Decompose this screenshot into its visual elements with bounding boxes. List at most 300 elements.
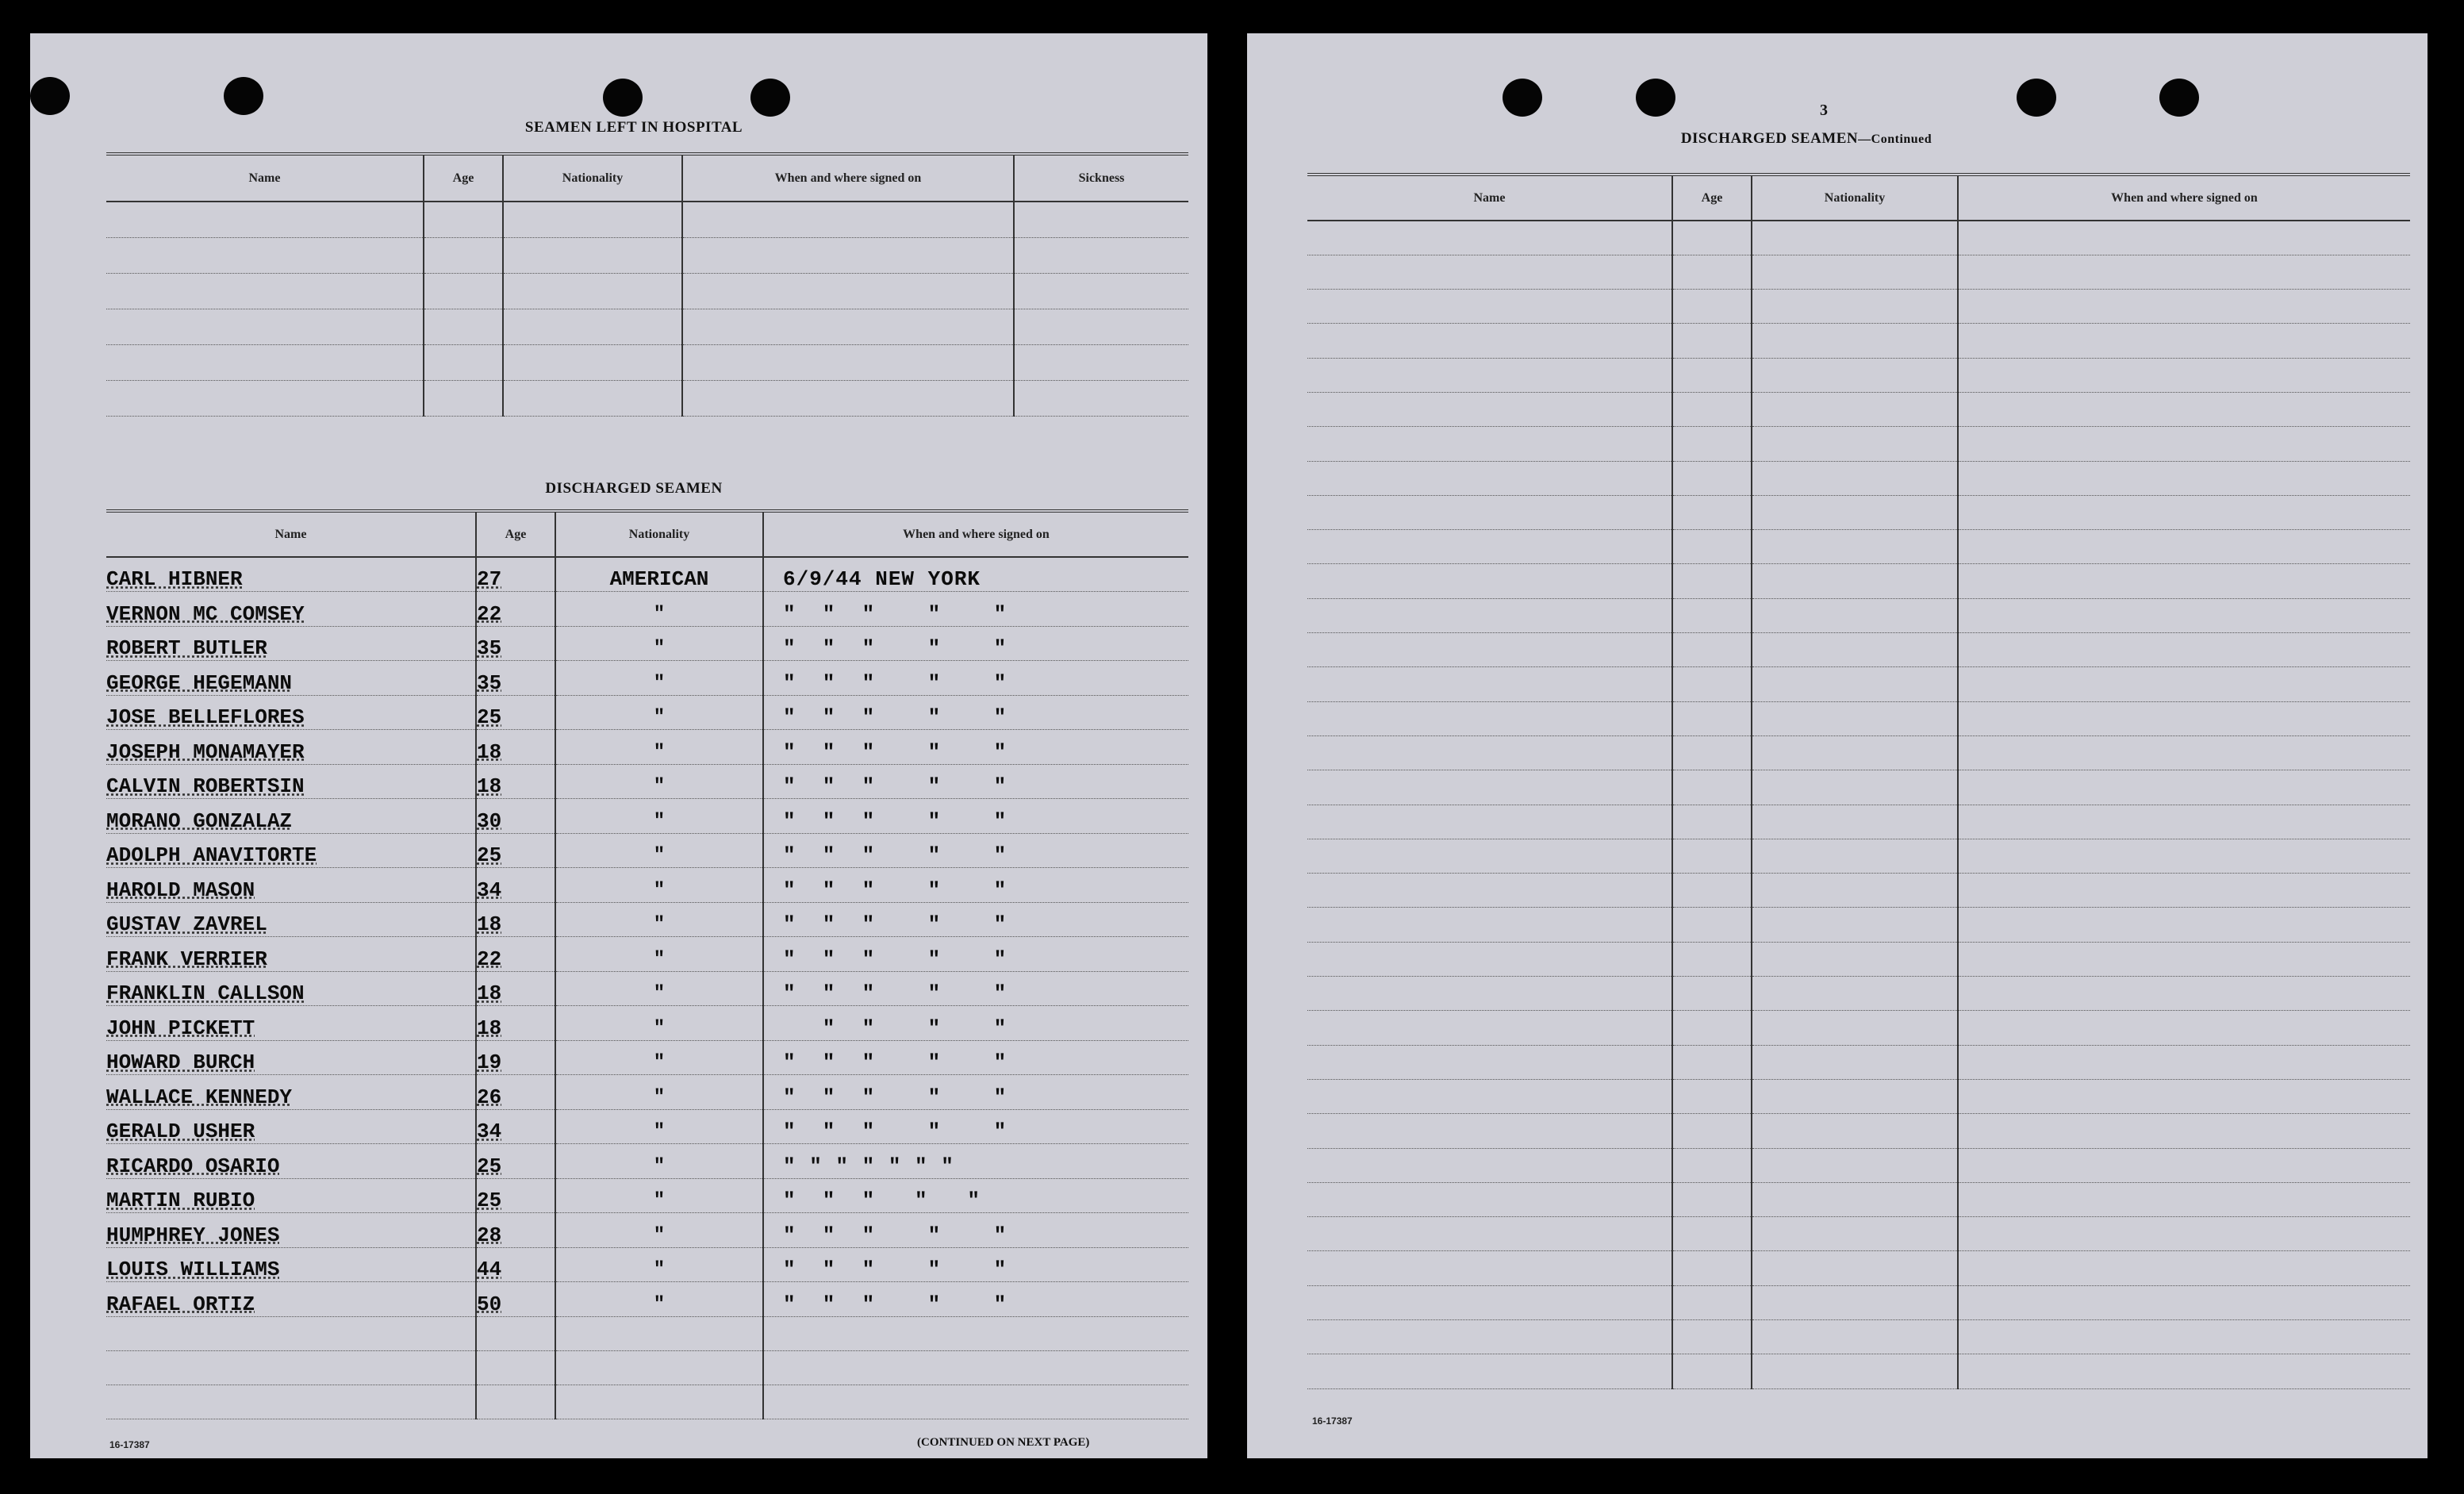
seaman-name: VERNON MC COMSEY (106, 601, 305, 626)
seaman-name-cell (106, 937, 476, 972)
seaman-name-cell (106, 1213, 476, 1248)
seaman-nationality: " (653, 1086, 666, 1108)
blank-cell (1014, 273, 1188, 309)
seaman-nationality-cell (555, 730, 763, 765)
seaman-nationality-cell (555, 557, 763, 592)
discharged-section-title: DISCHARGED SEAMEN (545, 480, 723, 497)
blank-cell (1958, 1045, 2410, 1079)
punch-hole (603, 79, 643, 117)
seaman-age-cell (476, 626, 555, 661)
blank-cell (1752, 1182, 1958, 1216)
blank-cell (1752, 1148, 1958, 1182)
seaman-name-cell (106, 1247, 476, 1282)
blank-cell (1307, 1217, 1672, 1251)
table-row (106, 592, 1188, 627)
blank-cell (1752, 770, 1958, 805)
blank-cell (1307, 1320, 1672, 1354)
seaman-name: GUSTAV ZAVREL (106, 912, 267, 936)
seaman-age-cell (476, 592, 555, 627)
seaman-nationality: " (653, 914, 666, 935)
seaman-nationality-cell (555, 764, 763, 799)
table-row (106, 833, 1188, 868)
blank-cell (424, 380, 503, 416)
blank-cell (1752, 564, 1958, 598)
seaman-age: 34 (477, 1120, 502, 1143)
blank-cell (1958, 874, 2410, 908)
blank-cell (1958, 942, 2410, 976)
seaman-nationality: " (653, 845, 666, 866)
seaman-signed-on: " " " " " (783, 981, 1007, 1005)
seaman-nationality: " (653, 776, 666, 797)
continued-title-suffix: —Continued (1858, 133, 1932, 146)
seaman-nationality-cell (555, 937, 763, 972)
seaman-age-cell (476, 1075, 555, 1110)
blank-cell (1752, 1079, 1958, 1113)
blank-row (1307, 1148, 2410, 1182)
seaman-signed-on: " " " " " (783, 912, 1007, 936)
seaman-name-cell (106, 868, 476, 903)
blank-row (1307, 839, 2410, 873)
blank-cell (503, 202, 682, 237)
blank-row (1307, 977, 2410, 1011)
seaman-nationality: AMERICAN (609, 567, 709, 591)
blank-cell (555, 1385, 763, 1419)
blank-cell (106, 380, 424, 416)
blank-cell (1958, 1079, 2410, 1113)
seaman-signed-on-cell (763, 764, 1188, 799)
seaman-signed-on-cell (763, 730, 1188, 765)
blank-cell (1672, 770, 1752, 805)
seaman-nationality-cell (555, 1178, 763, 1213)
blank-cell (1307, 1079, 1672, 1113)
seaman-nationality: " (653, 1017, 666, 1039)
blank-cell (1307, 530, 1672, 564)
seaman-signed-on-cell (763, 695, 1188, 730)
blank-cell (1672, 1285, 1752, 1319)
blank-row (106, 1350, 1188, 1385)
punch-hole (224, 77, 263, 115)
form-code: 16-17387 (1312, 1415, 1353, 1427)
blank-cell (1752, 255, 1958, 289)
seaman-name: MARTIN RUBIO (106, 1189, 255, 1212)
punch-hole (2017, 79, 2056, 117)
seaman-name: CALVIN ROBERTSIN (106, 774, 305, 798)
blank-row (1307, 1011, 2410, 1045)
blank-cell (476, 1350, 555, 1385)
blank-cell (1752, 1354, 1958, 1388)
seaman-nationality-cell (555, 1040, 763, 1075)
blank-cell (1307, 735, 1672, 770)
blank-cell (1307, 255, 1672, 289)
blank-cell (424, 202, 503, 237)
table-row (106, 557, 1188, 592)
discharged-header-signed-on: When and where signed on (763, 511, 1188, 557)
table-row (106, 695, 1188, 730)
blank-row (1307, 392, 2410, 426)
hospital-header-age: Age (424, 154, 503, 202)
seaman-name: RAFAEL ORTIZ (106, 1292, 255, 1316)
seaman-name: JOSE BELLEFLORES (106, 705, 305, 729)
seaman-age: 18 (477, 981, 502, 1005)
blank-cell (1672, 392, 1752, 426)
blank-cell (1752, 1114, 1958, 1148)
seaman-age: 27 (477, 567, 502, 591)
blank-cell (424, 237, 503, 273)
seaman-age: 18 (477, 774, 502, 798)
seaman-nationality: " (653, 983, 666, 1004)
seaman-nationality: " (653, 638, 666, 659)
table-row (106, 1006, 1188, 1041)
seaman-nationality: " (653, 741, 666, 763)
blank-cell (1672, 1045, 1752, 1079)
seaman-name-cell (106, 626, 476, 661)
seaman-age: 35 (477, 670, 502, 695)
right-page (1247, 33, 2428, 1458)
blank-cell (1672, 1011, 1752, 1045)
blank-cell (1307, 1182, 1672, 1216)
blank-cell (555, 1316, 763, 1350)
blank-cell (1672, 255, 1752, 289)
blank-cell (1752, 495, 1958, 529)
blank-cell (1958, 495, 2410, 529)
table-row (106, 1144, 1188, 1179)
blank-cell (1307, 221, 1672, 255)
seaman-signed-on-cell (763, 833, 1188, 868)
blank-cell (1307, 701, 1672, 735)
seaman-name-cell (106, 695, 476, 730)
seaman-signed-on: " " " " " (783, 843, 1007, 867)
seaman-signed-on: " " " " " (783, 1050, 1007, 1074)
seaman-signed-on: " " " " " (783, 739, 1007, 764)
seaman-signed-on-cell (763, 1213, 1188, 1248)
seaman-name-cell (106, 1109, 476, 1144)
blank-cell (555, 1350, 763, 1385)
seaman-signed-on: " " " " " (783, 601, 1007, 626)
blank-cell (1958, 839, 2410, 873)
blank-cell (1958, 290, 2410, 324)
discharged-header-nationality: Nationality (555, 511, 763, 557)
seaman-signed-on: " " " " " (783, 808, 1007, 833)
blank-cell (503, 344, 682, 380)
hospital-section-title: SEAMEN LEFT IN HOSPITAL (524, 119, 743, 136)
blank-cell (1958, 908, 2410, 942)
seaman-age-cell (476, 1040, 555, 1075)
seaman-signed-on: " " " " " (783, 705, 1007, 729)
seaman-signed-on-cell (763, 1040, 1188, 1075)
form-code: 16-17387 (109, 1439, 150, 1450)
blank-cell (1752, 667, 1958, 701)
table-row (106, 1075, 1188, 1110)
blank-cell (1958, 392, 2410, 426)
seaman-name-cell (106, 1178, 476, 1213)
blank-cell (424, 344, 503, 380)
blank-cell (1958, 564, 2410, 598)
seaman-name-cell (106, 833, 476, 868)
blank-row (1307, 1045, 2410, 1079)
seaman-nationality: " (653, 948, 666, 970)
seaman-nationality: " (653, 672, 666, 694)
blank-row (1307, 221, 2410, 255)
seaman-age-cell (476, 902, 555, 937)
blank-cell (1958, 598, 2410, 632)
seaman-age-cell (476, 1006, 555, 1041)
blank-cell (503, 237, 682, 273)
blank-cell (682, 273, 1014, 309)
seaman-signed-on: 6/9/44 NEW YORK (783, 567, 981, 591)
blank-cell (503, 380, 682, 416)
blank-cell (1958, 805, 2410, 839)
seaman-signed-on: " " " " " (783, 670, 1007, 695)
seaman-age: 34 (477, 878, 502, 902)
seaman-signed-on-cell (763, 902, 1188, 937)
continued-table (1307, 173, 2410, 1389)
blank-cell (1307, 874, 1672, 908)
blank-cell (1307, 942, 1672, 976)
seaman-name-cell (106, 902, 476, 937)
blank-cell (1014, 380, 1188, 416)
seaman-name: GEORGE HEGEMANN (106, 670, 293, 695)
blank-cell (763, 1316, 1188, 1350)
table-row (106, 799, 1188, 834)
blank-cell (1307, 461, 1672, 495)
blank-cell (106, 1350, 476, 1385)
seaman-nationality: " (653, 1224, 666, 1246)
seaman-age: 50 (477, 1292, 502, 1316)
seaman-signed-on-cell (763, 971, 1188, 1006)
blank-cell (1958, 633, 2410, 667)
blank-cell (1958, 1182, 2410, 1216)
blank-cell (1672, 290, 1752, 324)
seaman-age-cell (476, 799, 555, 834)
blank-cell (1307, 839, 1672, 873)
seaman-nationality-cell (555, 695, 763, 730)
punch-hole (1503, 79, 1542, 117)
seaman-name-cell (106, 971, 476, 1006)
seaman-nationality: " (653, 1259, 666, 1281)
blank-cell (763, 1385, 1188, 1419)
blank-row (1307, 874, 2410, 908)
blank-cell (1307, 1011, 1672, 1045)
blank-cell (106, 309, 424, 344)
seaman-nationality: " (653, 603, 666, 625)
seaman-nationality-cell (555, 1144, 763, 1179)
seaman-name: FRANK VERRIER (106, 947, 267, 971)
blank-cell (1672, 874, 1752, 908)
blank-cell (1307, 977, 1672, 1011)
blank-row (1307, 1079, 2410, 1113)
seaman-signed-on: " " " " " (783, 636, 1007, 660)
hospital-header-nationality: Nationality (503, 154, 682, 202)
seaman-name-cell (106, 1144, 476, 1179)
seaman-name: ROBERT BUTLER (106, 636, 267, 660)
punch-hole (30, 77, 70, 115)
blank-row (1307, 942, 2410, 976)
seaman-nationality-cell (555, 1006, 763, 1041)
seaman-nationality-cell (555, 902, 763, 937)
seaman-signed-on: " " " " " (783, 1189, 981, 1212)
seaman-nationality-cell (555, 833, 763, 868)
blank-row (106, 1316, 1188, 1350)
blank-cell (1752, 221, 1958, 255)
seaman-signed-on: " " " " " (783, 1120, 1007, 1143)
seaman-name: HOWARD BURCH (106, 1050, 255, 1074)
blank-row (1307, 770, 2410, 805)
blank-cell (1752, 461, 1958, 495)
seaman-age: 25 (477, 843, 502, 867)
blank-cell (1014, 344, 1188, 380)
seaman-signed-on: " " " " " (783, 947, 1007, 971)
blank-cell (1307, 805, 1672, 839)
blank-cell (1672, 942, 1752, 976)
hospital-header-signed-on: When and where signed on (682, 154, 1014, 202)
blank-row (1307, 324, 2410, 358)
blank-cell (1958, 701, 2410, 735)
blank-row (1307, 667, 2410, 701)
blank-cell (1307, 427, 1672, 461)
seaman-name: LOUIS WILLIAMS (106, 1258, 280, 1281)
seaman-age-cell (476, 833, 555, 868)
seaman-name-cell (106, 1006, 476, 1041)
blank-cell (1672, 564, 1752, 598)
punch-hole (1636, 79, 1675, 117)
blank-cell (1752, 977, 1958, 1011)
blank-cell (1752, 908, 1958, 942)
seaman-name-cell (106, 799, 476, 834)
blank-cell (503, 273, 682, 309)
seaman-age-cell (476, 1247, 555, 1282)
blank-cell (1307, 495, 1672, 529)
seaman-signed-on-cell (763, 661, 1188, 696)
blank-cell (1672, 324, 1752, 358)
blank-cell (1672, 633, 1752, 667)
blank-row (1307, 427, 2410, 461)
blank-cell (1307, 1114, 1672, 1148)
seaman-name: FRANKLIN CALLSON (106, 981, 305, 1005)
seaman-signed-on: " " " " " (783, 1258, 1007, 1281)
seaman-age-cell (476, 1144, 555, 1179)
seaman-age: 18 (477, 912, 502, 936)
blank-cell (1958, 977, 2410, 1011)
blank-row (1307, 495, 2410, 529)
blank-row (1307, 358, 2410, 392)
blank-cell (763, 1350, 1188, 1385)
seaman-age: 28 (477, 1223, 502, 1247)
blank-cell (106, 237, 424, 273)
seaman-nationality: " (653, 1121, 666, 1143)
seaman-age: 25 (477, 1154, 502, 1178)
seaman-name-cell (106, 1282, 476, 1317)
blank-row (1307, 1217, 2410, 1251)
blank-cell (1958, 1285, 2410, 1319)
blank-row (1307, 1320, 2410, 1354)
blank-row (1307, 805, 2410, 839)
blank-cell (1672, 908, 1752, 942)
blank-row (106, 202, 1188, 237)
blank-cell (1752, 633, 1958, 667)
seaman-age: 25 (477, 705, 502, 729)
blank-cell (1752, 1320, 1958, 1354)
blank-row (1307, 1114, 2410, 1148)
discharged-table (106, 509, 1188, 1419)
blank-cell (424, 309, 503, 344)
table-row (106, 764, 1188, 799)
blank-cell (476, 1385, 555, 1419)
seaman-nationality: " (653, 1190, 666, 1212)
blank-cell (1752, 598, 1958, 632)
blank-cell (1672, 221, 1752, 255)
seaman-nationality-cell (555, 1282, 763, 1317)
blank-cell (1958, 1011, 2410, 1045)
seaman-name: GERALD USHER (106, 1120, 255, 1143)
blank-cell (1958, 530, 2410, 564)
blank-cell (1958, 1114, 2410, 1148)
seaman-age: 18 (477, 1016, 502, 1040)
blank-cell (1672, 1320, 1752, 1354)
blank-row (106, 380, 1188, 416)
seaman-nationality-cell (555, 799, 763, 834)
seaman-name-cell (106, 764, 476, 799)
blank-row (1307, 701, 2410, 735)
seaman-nationality: " (653, 1052, 666, 1073)
seaman-age-cell (476, 971, 555, 1006)
hospital-header-sickness: Sickness (1014, 154, 1188, 202)
blank-row (1307, 1251, 2410, 1285)
blank-row (1307, 633, 2410, 667)
blank-row (106, 273, 1188, 309)
table-row (106, 1178, 1188, 1213)
blank-cell (1307, 1148, 1672, 1182)
continued-title-text: DISCHARGED SEAMEN (1680, 130, 1859, 147)
table-row (106, 971, 1188, 1006)
blank-cell (1672, 1114, 1752, 1148)
blank-cell (106, 273, 424, 309)
table-row (106, 626, 1188, 661)
blank-row (106, 1385, 1188, 1419)
blank-cell (1752, 874, 1958, 908)
blank-cell (1752, 1285, 1958, 1319)
blank-cell (1958, 667, 2410, 701)
hospital-header-name: Name (106, 154, 424, 202)
seaman-nationality-cell (555, 1075, 763, 1110)
blank-cell (1307, 598, 1672, 632)
continued-header-signed-on: When and where signed on (1958, 175, 2410, 221)
seaman-name: HUMPHREY JONES (106, 1223, 280, 1247)
seaman-signed-on: " " " " " (783, 774, 1007, 798)
seaman-name: JOSEPH MONAMAYER (106, 739, 305, 764)
blank-row (1307, 530, 2410, 564)
seaman-name-cell (106, 661, 476, 696)
seaman-nationality-cell (555, 971, 763, 1006)
table-row (106, 1282, 1188, 1317)
blank-cell (1672, 1354, 1752, 1388)
blank-cell (503, 309, 682, 344)
blank-cell (106, 344, 424, 380)
blank-cell (1958, 324, 2410, 358)
seaman-age: 35 (477, 636, 502, 660)
seaman-signed-on-cell (763, 626, 1188, 661)
hospital-table (106, 152, 1188, 417)
blank-cell (1672, 495, 1752, 529)
seaman-nationality-cell (555, 592, 763, 627)
seaman-signed-on-cell (763, 1006, 1188, 1041)
blank-cell (1014, 202, 1188, 237)
blank-cell (1752, 805, 1958, 839)
continued-note: (CONTINUED ON NEXT PAGE) (917, 1436, 1090, 1449)
punch-hole (750, 79, 790, 117)
blank-cell (1752, 324, 1958, 358)
table-row (106, 1247, 1188, 1282)
table-row (106, 730, 1188, 765)
